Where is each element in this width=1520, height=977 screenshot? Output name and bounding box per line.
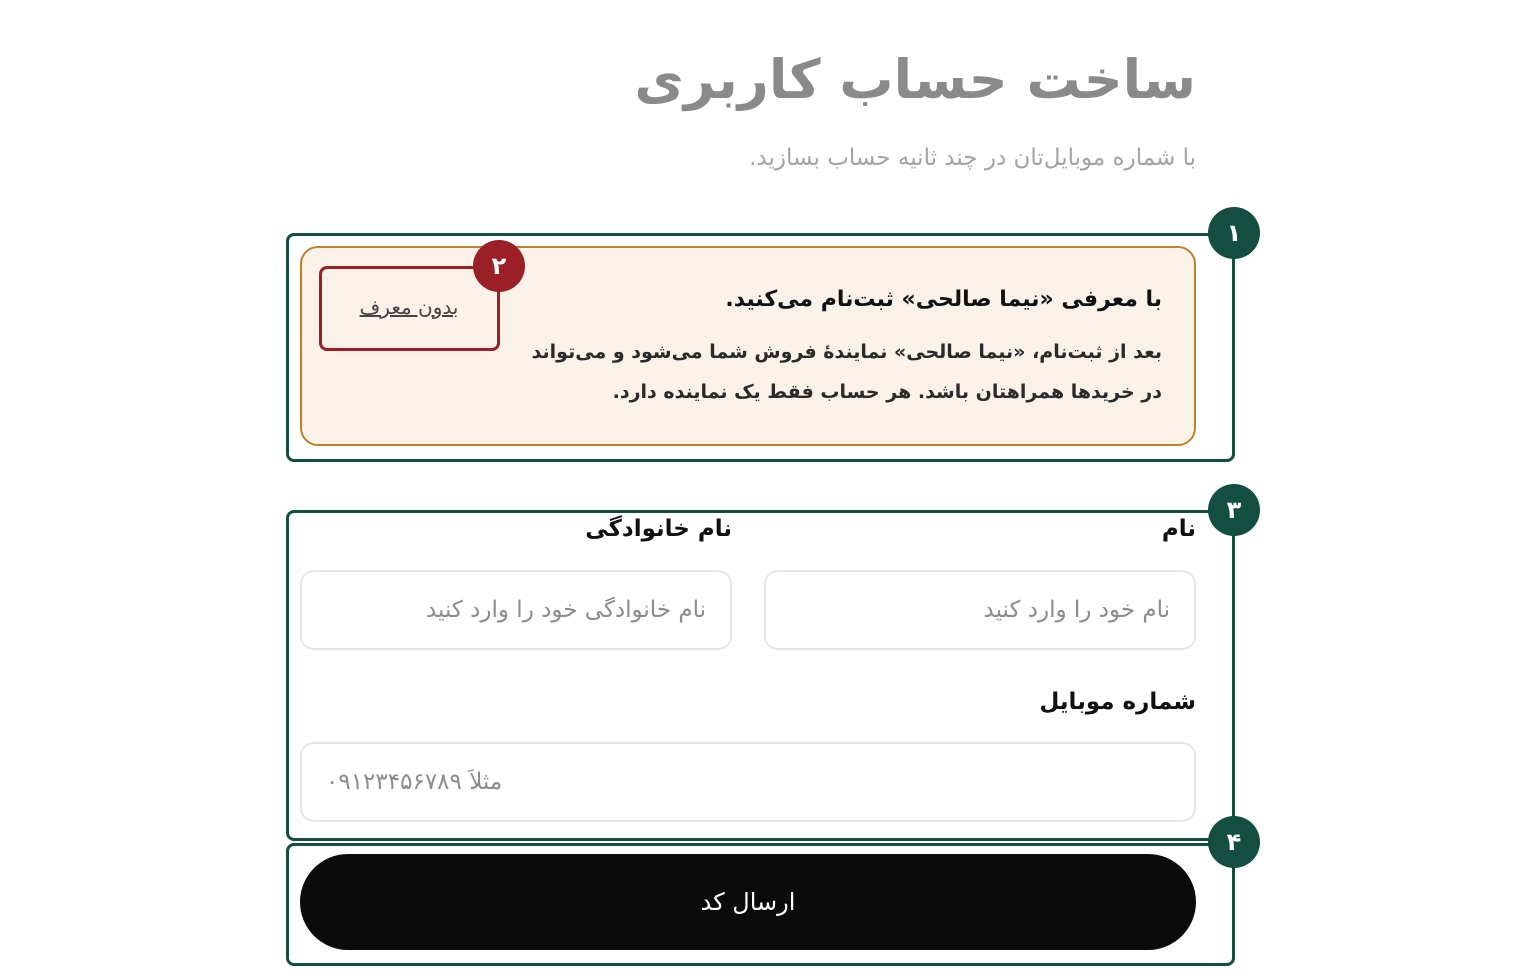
referral-description-line-2: در خریدها همراهتان باشد. هر حساب فقط یک نماینده دارد. xyxy=(612,381,1162,403)
step-3-badge: ۳ xyxy=(1208,484,1260,536)
step-2-badge: ۲ xyxy=(473,240,525,292)
page-subtitle: با شماره موبایل‌تان در چند ثانیه حساب بسازید. xyxy=(749,145,1196,171)
no-referrer-link[interactable]: بدون معرف xyxy=(334,286,484,326)
send-code-button[interactable]: ارسال کد xyxy=(300,854,1196,950)
referral-description-line-1: بعد از ثبت‌نام، «نیما صالحی» نمایندهٔ فروش شما می‌شود و می‌تواند xyxy=(531,341,1162,363)
page-title: ساخت حساب کاربری xyxy=(634,48,1196,111)
first-name-label: نام xyxy=(1161,516,1196,542)
first-name-input[interactable] xyxy=(764,570,1196,650)
mobile-input[interactable] xyxy=(300,742,1196,822)
step-1-badge: ۱ xyxy=(1208,207,1260,259)
mobile-label: شماره موبایل xyxy=(1039,689,1196,715)
step-4-badge: ۴ xyxy=(1208,816,1260,868)
last-name-input[interactable] xyxy=(300,570,732,650)
referral-description xyxy=(500,332,1162,412)
referral-title: با معرفی «نیما صالحی» ثبت‌نام می‌کنید. xyxy=(725,287,1162,312)
last-name-label: نام خانوادگی xyxy=(585,516,732,542)
